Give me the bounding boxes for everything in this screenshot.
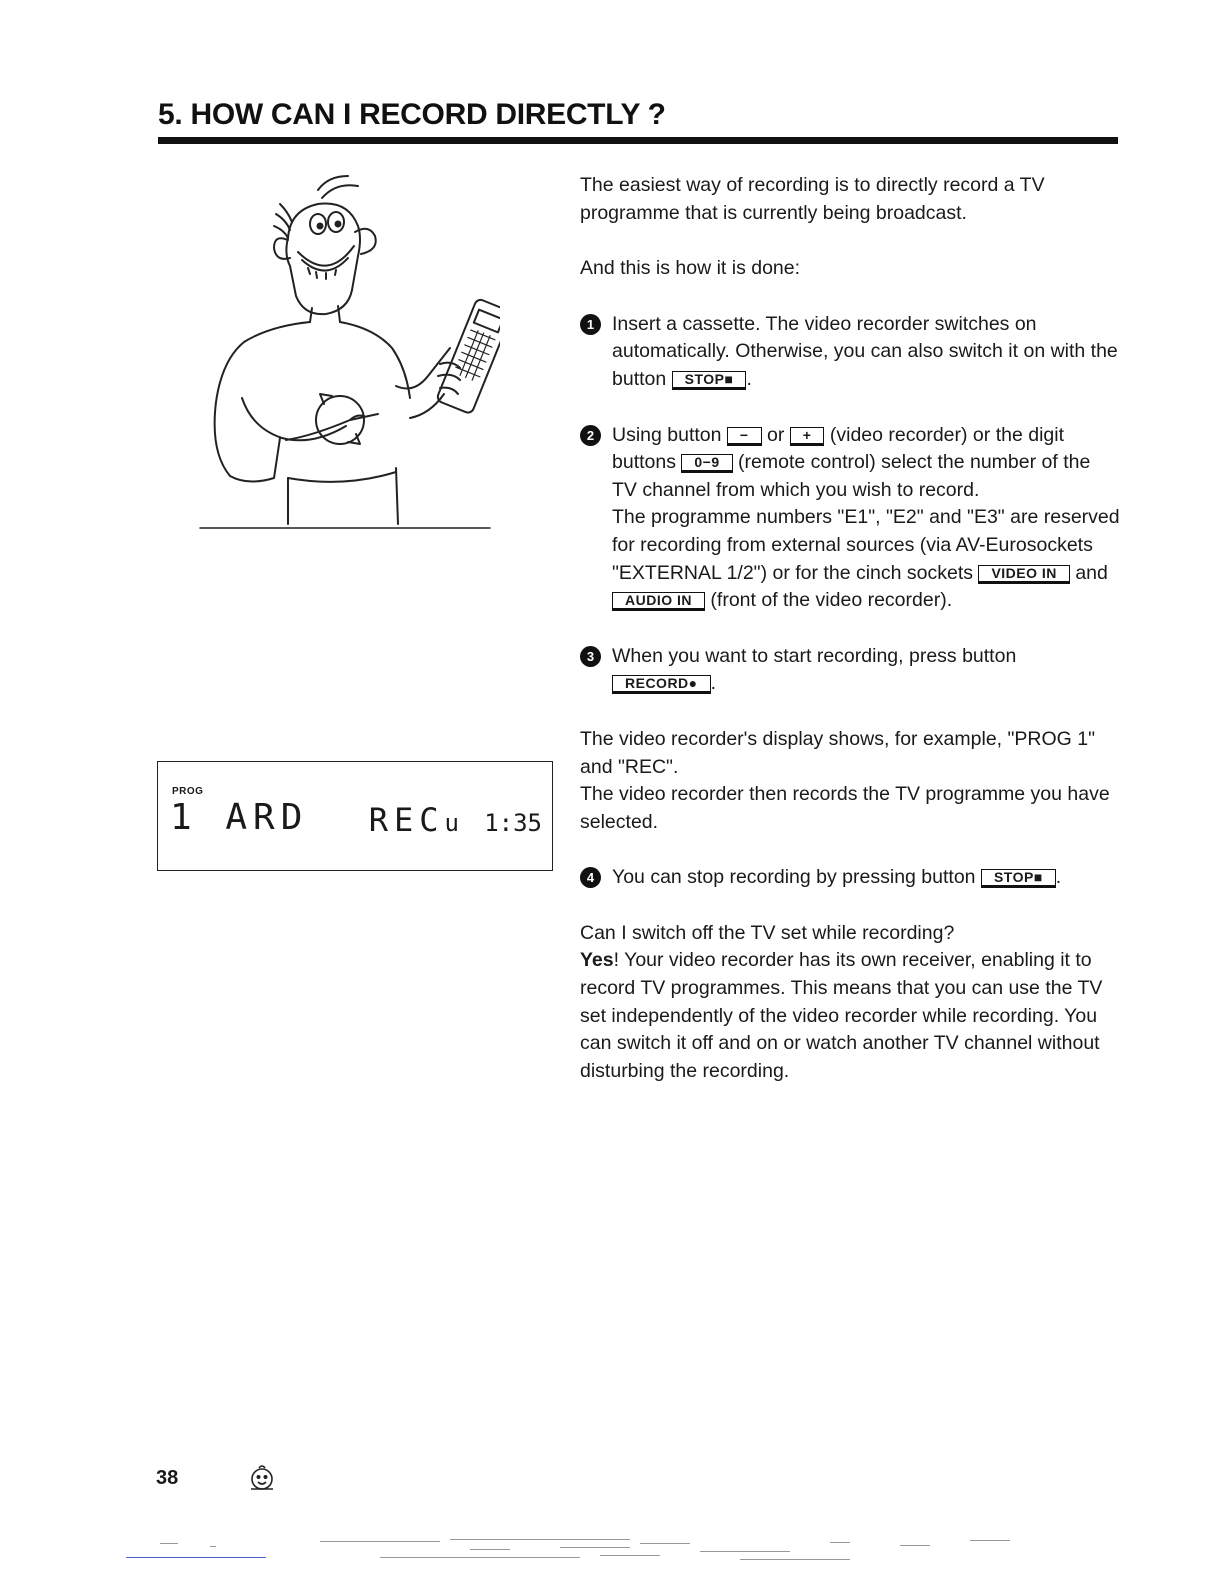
stop-button-label: STOP■ [672, 371, 747, 390]
faq-answer-lead: Yes [580, 949, 614, 972]
audio-in-label: AUDIO IN [612, 592, 705, 611]
lcd-rec: REC [368, 801, 445, 839]
lcd-channel: 1 ARD [170, 797, 309, 838]
title-rule [158, 137, 1118, 144]
step-1 [580, 311, 1120, 394]
step-4-number: 4 [580, 867, 601, 888]
step-4-text-a: You can stop recording by pressing button [612, 866, 981, 889]
stop-button-label-2: STOP■ [981, 869, 1056, 888]
digit-buttons-label: 0−9 [681, 454, 732, 473]
step-3-number: 3 [580, 646, 601, 667]
step-3-text-a: When you want to start recording, press button [612, 644, 1017, 667]
intro-paragraph: The easiest way of recording is to directly record a TV programme that is currently being broadcast. [580, 174, 1045, 224]
page-number: 38 [156, 1467, 179, 1489]
minus-button-label: − [727, 427, 762, 446]
step-3-text-b: . [710, 672, 717, 695]
step-2-text-e: The programme numbers "E1", "E2" and "E3" are reserved for recording from external sources (via AV-Eurosockets "EXTERNAL 1/2") or for the cinch sockets [612, 506, 1120, 584]
howto-paragraph: And this is how it is done: [580, 257, 801, 280]
display-explanation [580, 726, 1120, 836]
step-2-text-b: or [761, 423, 790, 446]
faq-paragraph [580, 920, 1120, 1086]
scan-noise-decoration [140, 1537, 1060, 1567]
video-in-label: VIDEO IN [978, 565, 1069, 584]
faq-question: Can I switch off the TV set while recording? [580, 921, 955, 944]
step-4-text-b: . [1055, 866, 1062, 889]
man-with-remote-illustration [190, 168, 500, 538]
step-2-text-f: and [1069, 561, 1108, 584]
step-2-text-c: (video recorder) or the digit buttons [612, 423, 1064, 474]
step-3 [580, 643, 1120, 698]
step-1-number: 1 [580, 314, 601, 335]
display-explain-line-1: The video recorder's display shows, for example, "PROG 1" and "REC". [580, 727, 1096, 778]
lcd-time: 1:35 [484, 809, 542, 837]
step-2-text-g: (front of the video recorder). [705, 589, 953, 612]
step-2 [580, 422, 1120, 615]
step-2-text-a: Using button [612, 423, 727, 446]
instructions-column [580, 172, 1120, 1113]
step-1-text-b: . [746, 367, 752, 390]
lcd-indicator: u [444, 809, 459, 837]
vcr-lcd-display [157, 761, 553, 871]
step-1-text-a: Insert a cassette. The video recorder switches on automatically. Otherwise, you can also switch it on with the button [612, 312, 1118, 390]
step-2-text-d: (remote control) select the number of the TV channel from which you wish to record. [612, 451, 1091, 501]
display-explain-line-2: The video recorder then records the TV programme you have selected. [580, 783, 1110, 833]
step-2-number: 2 [580, 425, 601, 446]
lcd-rec-readout [368, 801, 542, 839]
page-title: 5. HOW CAN I RECORD DIRECTLY ? [158, 98, 666, 131]
step-4 [580, 864, 1120, 892]
faq-answer: ! Your video recorder has its own receiver, enabling it to record TV programmes. This means that you can use the TV set independently of the video recorder while recording. You can switch it off and on or watch another TV channel without disturbing the recording. [580, 949, 1103, 1082]
plus-button-label: + [790, 427, 825, 446]
lcd-prog-label: PROG [172, 786, 204, 797]
baby-face-icon [247, 1462, 277, 1492]
record-button-label: RECORD● [612, 675, 711, 694]
